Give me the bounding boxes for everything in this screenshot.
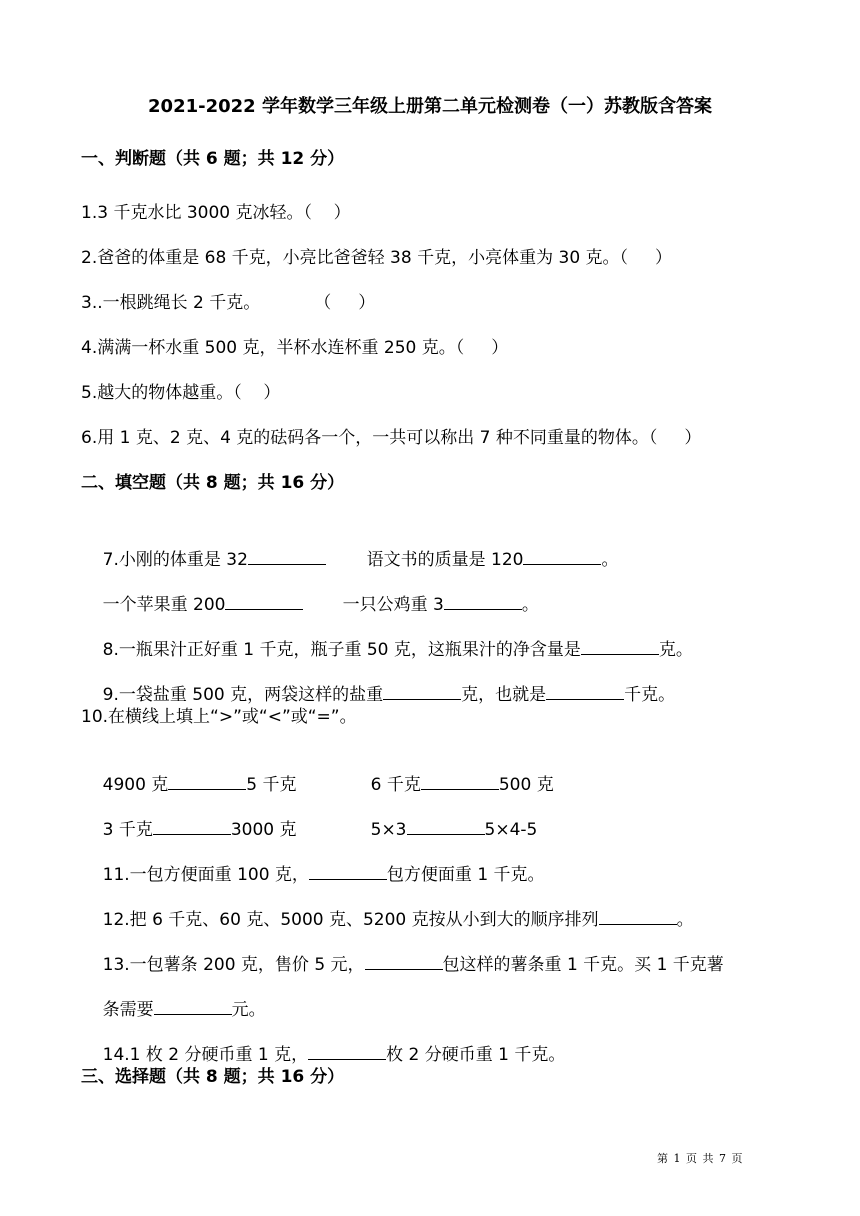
page-title: 2021-2022 学年数学三年级上册第二单元检测卷（一）苏教版含答案 <box>148 96 712 117</box>
question-10: 10.在横线上填上“>”或“<”或“=”。 <box>81 707 357 727</box>
question-text: 一只公鸡重 3 <box>342 595 444 615</box>
answer-blank[interactable] <box>168 773 246 790</box>
answer-blank[interactable] <box>248 548 326 565</box>
question-text: 9.一袋盐重 500 克，两袋这样的盐重 <box>102 685 384 705</box>
question-2: 2.爸爸的体重是 68 千克，小亮比爸爸轻 38 千克，小亮体重为 30 克。（ ） <box>81 248 673 268</box>
section-heading-choice: 三、选择题（共 8 题；共 16 分） <box>81 1067 345 1087</box>
answer-blank[interactable] <box>153 818 231 835</box>
answer-blank[interactable] <box>365 953 443 970</box>
answer-blank[interactable] <box>383 683 461 700</box>
answer-blank[interactable] <box>421 773 499 790</box>
question-text: 3 千克 <box>102 820 153 840</box>
page-footer: 第 1 页 共 7 页 <box>657 1152 744 1165</box>
answer-blank[interactable] <box>581 638 659 655</box>
question-text: 14.1 枚 2 分硬币重 1 克， <box>102 1045 309 1065</box>
question-text: 11.一包方便面重 100 克， <box>102 865 309 885</box>
question-text: 5 千克 <box>246 775 297 795</box>
question-3: 3..一根跳绳长 2 千克。 （ ） <box>81 293 376 313</box>
question-text: 克，也就是 <box>461 685 547 705</box>
answer-blank[interactable] <box>546 683 624 700</box>
question-text: 8.一瓶果汁正好重 1 千克，瓶子重 50 克，这瓶果汁的净含量是 <box>102 640 581 660</box>
question-text: 4900 克 <box>102 775 169 795</box>
question-5: 5.越大的物体越重。（ ） <box>81 383 281 403</box>
answer-blank[interactable] <box>599 908 677 925</box>
question-text: 13.一包薯条 200 克，售价 5 元， <box>102 955 365 975</box>
question-text: 5×4-5 <box>484 820 538 840</box>
question-text: 6 千克 <box>370 775 421 795</box>
question-text: 枚 2 分硬币重 1 千克。 <box>386 1045 566 1065</box>
answer-blank[interactable] <box>308 1043 386 1060</box>
question-text: 条需要 <box>102 1000 154 1020</box>
question-text: 包方便面重 1 千克。 <box>386 865 545 885</box>
question-text: 7.小刚的体重是 32 <box>102 550 248 570</box>
question-text: 。 <box>601 550 619 570</box>
question-6: 6.用 1 克、2 克、4 克的砝码各一个，一共可以称出 7 种不同重量的物体。（ ） <box>81 428 702 448</box>
question-1: 1.3 千克水比 3000 克冰轻。（ ） <box>81 203 351 223</box>
answer-blank[interactable] <box>444 593 522 610</box>
question-text: 。 <box>676 910 694 930</box>
question-4: 4.满满一杯水重 500 克，半杯水连杯重 250 克。（ ） <box>81 338 509 358</box>
answer-blank[interactable] <box>309 863 387 880</box>
question-text: 500 克 <box>498 775 554 795</box>
question-text: 5×3 <box>370 820 407 840</box>
question-text: 千克。 <box>624 685 676 705</box>
question-text: 元。 <box>231 1000 266 1020</box>
question-text: 3000 克 <box>230 820 297 840</box>
section-heading-judge: 一、判断题（共 6 题；共 12 分） <box>81 149 345 169</box>
question-text: 克。 <box>658 640 693 660</box>
answer-blank[interactable] <box>407 818 485 835</box>
question-text: 。 <box>521 595 539 615</box>
question-text: 包这样的薯条重 1 千克。买 1 千克薯 <box>442 955 724 975</box>
answer-blank[interactable] <box>523 548 601 565</box>
question-text: 一个苹果重 200 <box>102 595 226 615</box>
question-text: 12.把 6 千克、60 克、5000 克、5200 克按从小到大的顺序排列 <box>102 910 599 930</box>
question-text: 语文书的质量是 120 <box>366 550 524 570</box>
answer-blank[interactable] <box>154 998 232 1015</box>
section-heading-fill: 二、填空题（共 8 题；共 16 分） <box>81 473 345 493</box>
answer-blank[interactable] <box>225 593 303 610</box>
